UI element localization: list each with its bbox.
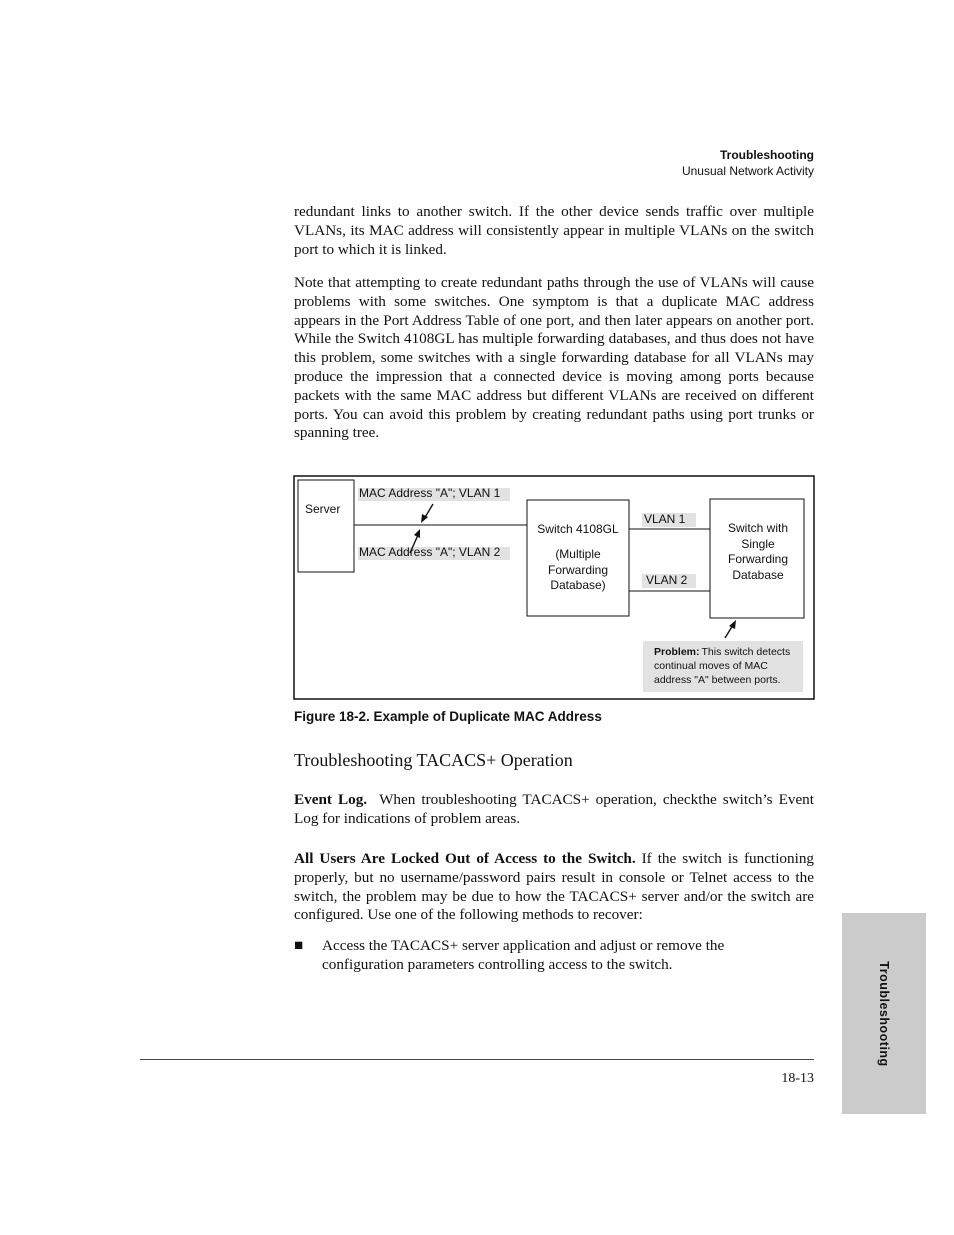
- duplicate-mac-diagram: [293, 475, 815, 701]
- locked-out-text: If the switch is functioning properly, but no username/password pairs result in console or Telnet access to the switch, the problem may be due to how the TACACS+ server and/or the switch are configured. Use one of the following methods to recover:: [294, 850, 815, 924]
- event-log-title: Event Log.: [294, 791, 368, 808]
- locked-out-paragraph: [294, 850, 814, 925]
- vlan1-label: VLAN 1: [644, 512, 686, 526]
- problem-note-line-1: [654, 646, 790, 658]
- problem-note-line-2: continual moves of MAC: [654, 660, 768, 672]
- figure-caption: Figure 18-2. Example of Duplicate MAC Address: [294, 709, 602, 724]
- single-db-switch-label-3: Forwarding: [727, 552, 789, 566]
- problem-note-bold: Problem:: [654, 646, 700, 658]
- mac-vlan2-label: MAC Address "A"; VLAN 2: [359, 545, 501, 559]
- running-header-title: Troubleshooting: [720, 148, 814, 162]
- problem-note-line-3: address "A" between ports.: [654, 674, 781, 686]
- locked-out-title: All Users Are Locked Out of Access to the Switch.: [294, 850, 636, 867]
- switch-4108gl-detail-3: Database): [550, 578, 606, 592]
- list-item-text: Access the TACACS+ server application and adjust or remove the configuration parameters controlling access to the switch.: [322, 937, 725, 973]
- problem-note-text-1: This switch detects: [701, 646, 791, 658]
- chapter-side-tab: [842, 913, 926, 1114]
- body-paragraph-duplicate-mac: Note that attempting to create redundant paths through the use of VLANs will cause problems with some switches. One symptom is that a duplicate MAC address appears in the Port Address Table of one port, and then later appears on another port. While the Switch 4108GL has multiple forwarding databases, and thus does not have this problem, some switches with a single forwarding database for all VLANs may produce the impression that a connected device is moving among ports because packets with the same MAC address but different VLANs are received on different ports. You can avoid this problem by creating redundant paths using port trunks or spanning tree.: [294, 274, 814, 442]
- running-header-subtitle: Unusual Network Activity: [681, 164, 814, 178]
- chapter-side-tab-label: Troubleshooting: [877, 960, 891, 1067]
- body-paragraph-redundant-links: redundant links to another switch. If the other device sends traffic over multiple VLANs, its MAC address will consistently appear in multiple VLANs on the switch port to which it is linked.: [294, 203, 814, 258]
- single-db-switch-label-1: Switch with: [727, 521, 789, 535]
- footer-divider: [140, 1059, 814, 1060]
- switch-4108gl-detail-2: Forwarding: [547, 563, 609, 577]
- single-db-switch-label-2: Single: [741, 537, 775, 551]
- section-heading: Troubleshooting TACACS+ Operation: [294, 750, 573, 770]
- switch-4108gl-detail-1: (Multiple: [555, 547, 601, 561]
- single-db-switch-label-4: Database: [732, 568, 784, 582]
- mac-vlan1-label: MAC Address "A"; VLAN 1: [359, 486, 501, 500]
- page-number: 18-13: [781, 1071, 814, 1086]
- vlan2-label: VLAN 2: [646, 573, 688, 587]
- server-box: [298, 480, 354, 572]
- event-log-paragraph: [294, 791, 814, 829]
- server-label: Server: [305, 502, 341, 516]
- bullet-square-icon: ■: [294, 937, 304, 954]
- switch-4108gl-label: Switch 4108GL: [537, 522, 619, 536]
- event-log-text: When troubleshooting TACACS+ operation, checkthe switch’s Event Log for indications of problem areas.: [294, 791, 814, 827]
